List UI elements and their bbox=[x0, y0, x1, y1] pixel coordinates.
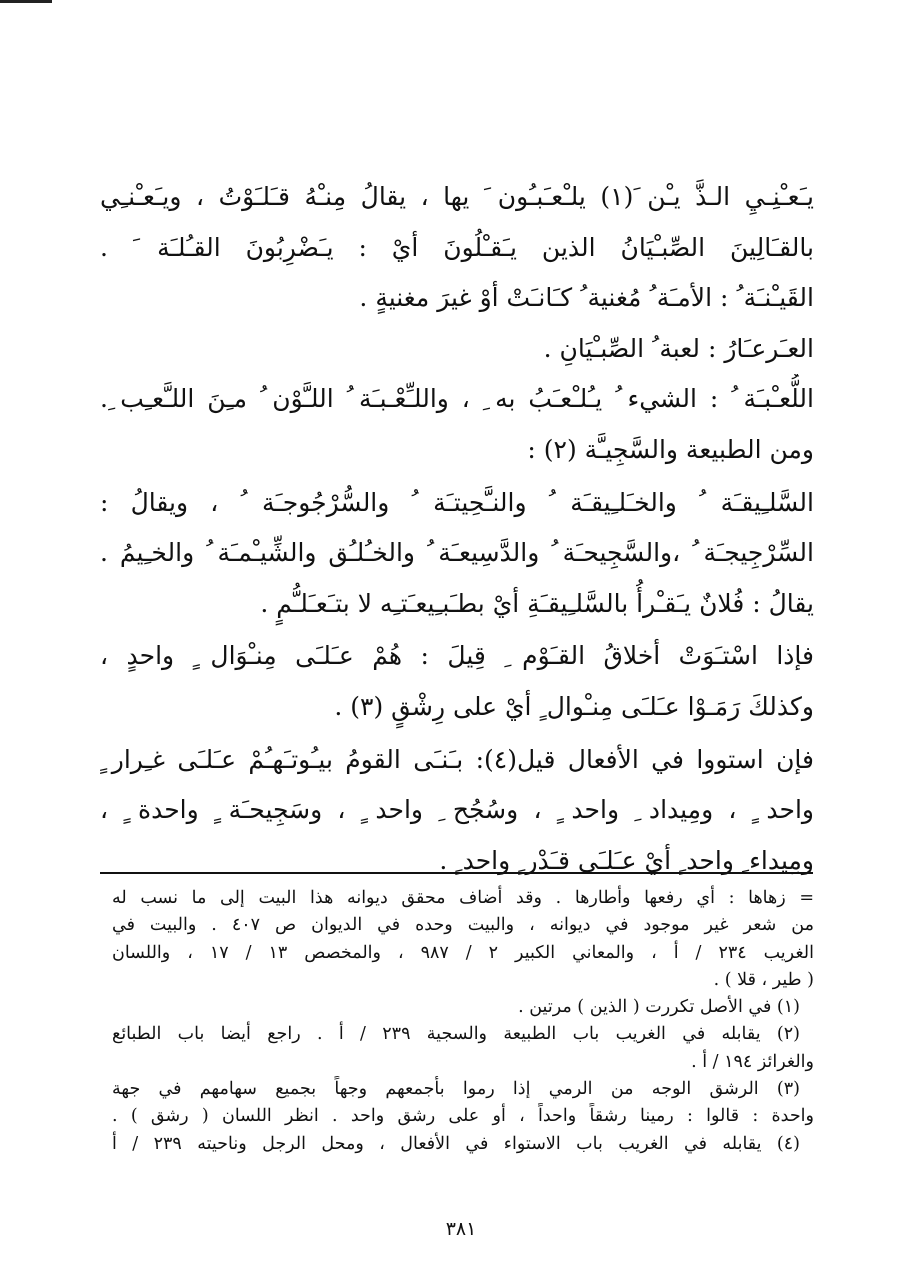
footnote-divider bbox=[100, 872, 813, 874]
footnote-line-8: (٣) الرشق الوجه من الرمي إذا رموا بأجمعهم وجهاً بجميع سهامهم في جهة bbox=[112, 1079, 800, 1100]
main-line-8: السِّرْجِيجـَة ُ ،والسَّجِيحـَة ُ والدَّسِيعـَة ُ والخـُلـُق والشِّيـْمـَة ُ والخـِيمُ . bbox=[100, 538, 814, 568]
main-line-1: يـَعـْنِـيِ الـذَّ يـْن َ(١) يلـْعـَبـُون َ يها ، يقالُ مِنـْهُ قـَلـَوْتُ ، ويـَعـْنـِي bbox=[100, 182, 814, 211]
main-line-3: القَيـْنـَة ُ : الأمـَة ُ مُغنية ُ كـَانـَتْ أوْ غيرَ مغنيةٍ . bbox=[359, 283, 814, 313]
scan-corner-mark bbox=[0, 0, 52, 3]
footnote-line-6: (٢) يقابله في الغريب باب الطبيعة والسجية ٢٣٩ / أ . راجع أيضا باب الطبائع bbox=[112, 1024, 800, 1045]
footnote-line-10: (٤) يقابله في الغريب باب الاستواء في الأفعال ، ومحل الرجل وناحيته ٢٣٩ / أ bbox=[112, 1133, 800, 1154]
footnotes bbox=[112, 885, 814, 1158]
main-line-12: فإن استووا في الأفعال قيل(٤): بـَنـَى القومُ بيـُوتـَهـُمْ عـَلـَى غـِرار ٍ bbox=[100, 744, 814, 774]
footnote-line-2: من شعر غير موجود في ديوانه ، والبيت وحده في الديوان ص ٤٠٧ . والبيت في bbox=[112, 915, 814, 936]
main-line-10: فإذا اسْتـَوَتْ أخلاقُ القـَوْم ِ قِيلَ : هُمْ عـَلـَى مِنـْوَال ٍ واحدٍ ، bbox=[100, 641, 814, 671]
main-line-9: يقالُ : فُلانٌ يـَقـْرأُ بالسَّلـِيقـَةِ أيْ بطـَبـِيعـَتـِه لا بتـَعـَلـُّمٍ . bbox=[260, 588, 814, 618]
main-line-2: بالقـَالِينَ الصِّبـْيَانُ الذين يـَقـْلُونَ أيْ : يـَضْرِبُونَ القـُلـَة َ . bbox=[100, 232, 814, 262]
main-line-13: واحد ٍ ، ومِيداد ِ واحد ٍ ، وسُجُح ِ واحد ٍ ، وسَجِيحـَة ٍ واحدة ٍ ، bbox=[100, 795, 814, 825]
footnote-line-1: = زهاها : أي رفعها وأطارها . وقد أضاف محقق ديوانه هذا البيت إلى ما نسب له bbox=[112, 888, 814, 908]
main-line-7: السَّلـِيقـَة ُ والخـَلـِيقـَة ُ والنـَّحِيتـَة ُ والسُّرْجُوجـَة ُ ، ويقالُ : bbox=[100, 487, 814, 517]
main-line-5: اللُّعـْبـَة ُ : الشيء ُ يـُلـْعـَبُ به ِ ، واللـِّعْـبـَة ُ اللـَّوْن ُ مـِنَ اللـَّعـِب ِ. bbox=[100, 384, 814, 414]
main-line-11: وكذلكَ رَمَـوْا عـَلـَى مِنـْوال ٍ أيْ على رِشْقٍ (٣) . bbox=[334, 691, 814, 721]
main-text bbox=[100, 172, 814, 886]
footnote-line-4: ( طير ، قلا ) . bbox=[713, 969, 814, 990]
main-line-14: ومِيداء ِ واحد ٍ أيْ عـَلـَى قـَدْر ٍ واحد ٍ . bbox=[439, 845, 814, 875]
footnote-line-3: الغريب ٢٣٤ / أ ، والمعاني الكبير ٢ / ٩٨٧ ، والمخصص ١٣ / ١٧ ، واللسان bbox=[112, 942, 814, 963]
footnote-line-9: واحدة : قالوا : رمينا رشقاً واحداً ، أو على رشق واحد . انظر اللسان ( رشق ) . bbox=[112, 1106, 814, 1127]
main-line-4: العـَرعـَارُ : لعبة ُ الصِّبـْيَانِ . bbox=[543, 333, 814, 363]
main-line-6: ومن الطبيعة والسَّجِيـَّة (٢) : bbox=[527, 434, 814, 464]
footnote-line-5: (١) في الأصل تكررت ( الذين ) مرتين . bbox=[518, 997, 800, 1018]
page-number: ٣٨١ bbox=[445, 1218, 477, 1240]
footnote-line-7: والغرائز ١٩٤ / أ . bbox=[691, 1051, 814, 1072]
